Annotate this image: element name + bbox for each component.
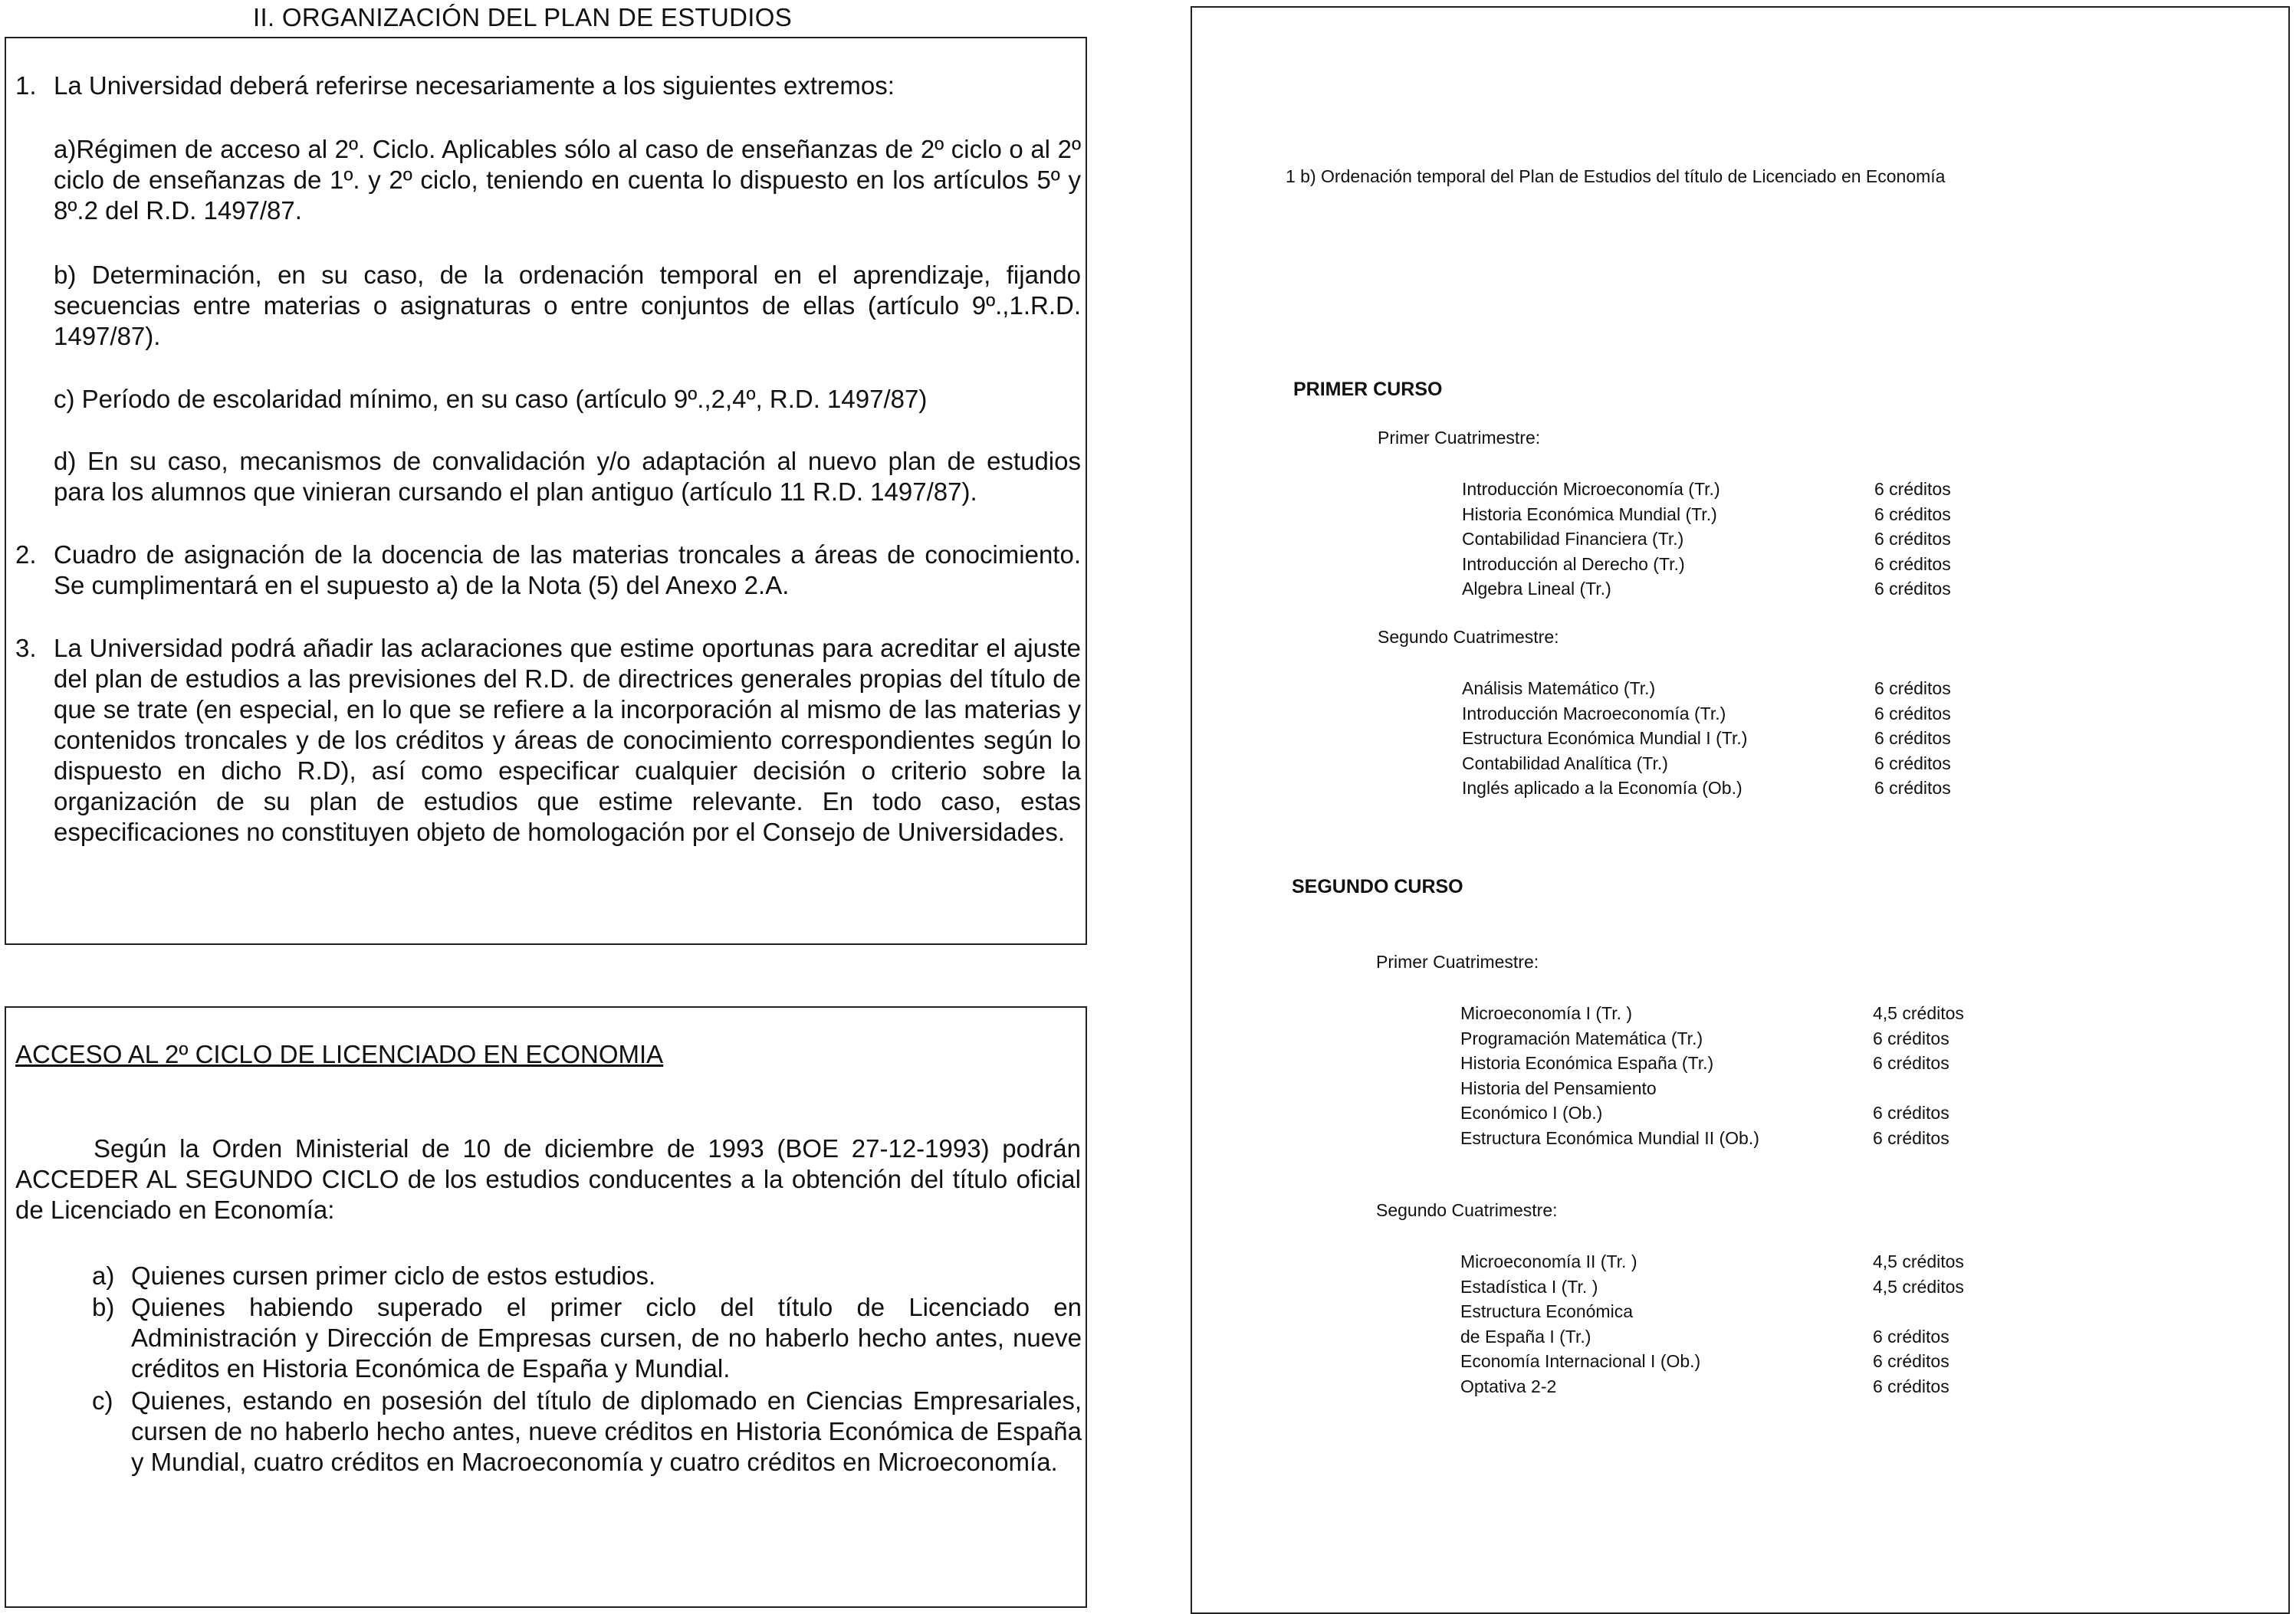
subject-list <box>1460 1249 2227 1399</box>
subject-row <box>1460 1026 2227 1051</box>
access-list-item: Quienes habiendo superado el primer ciclo del título de Licenciado en Administración y Dirección de Empresas cursen, de no haberlo hecho antes, nueve créditos en Historia Económica de España y Mundial. <box>131 1293 1082 1383</box>
subject-row <box>1462 576 2229 602</box>
semester-label: Primer Cuatrimestre: <box>1376 952 1539 972</box>
subject-credits: 6 créditos <box>1874 728 1951 748</box>
subject-row <box>1462 527 2229 552</box>
subject-credits: 6 créditos <box>1874 553 1951 574</box>
access-intro: Según la Orden Ministerial de 10 de diciembre de 1993 (BOE 27-12-1993) podrán ACCEDER AL SEGUNDO CICLO de los estudios conducentes a la obtención del título oficial de Licenciado en Economía: <box>15 1134 1081 1224</box>
subject-row <box>1460 1249 2227 1274</box>
subject-credits: 6 créditos <box>1874 529 1951 549</box>
subject-row <box>1460 1299 2227 1324</box>
subject-row <box>1462 701 2229 727</box>
course-heading: SEGUNDO CURSO <box>1292 876 1463 897</box>
subject-name: Introducción al Derecho (Tr.) <box>1462 553 1685 574</box>
subject-credits: 6 créditos <box>1874 703 1951 723</box>
subject-row <box>1462 676 2229 701</box>
semester-label: Segundo Cuatrimestre: <box>1376 1200 1558 1220</box>
subject-credits: 4,5 créditos <box>1873 1252 1964 1271</box>
subject-row <box>1462 477 2229 502</box>
subject-row <box>1460 1324 2227 1350</box>
subject-name: Análisis Matemático (Tr.) <box>1462 678 1656 698</box>
subject-name: Historia Económica España (Tr.) <box>1460 1053 1714 1073</box>
access-list-item: Quienes, estando en posesión del título de diplomado en Ciencias Empresariales, cursen de no haberlo hecho antes, nueve créditos en Historia Económica de España y Mundial, cuatro créditos en Macroeconomía y cuatro créditos en Microeconomía. <box>131 1386 1082 1476</box>
subject-row <box>1460 1076 2227 1101</box>
subject-list <box>1460 1001 2227 1150</box>
subject-credits: 6 créditos <box>1873 1326 1949 1347</box>
semester-label: Primer Cuatrimestre: <box>1378 428 1541 448</box>
subject-name: Optativa 2-2 <box>1460 1376 1557 1396</box>
subject-row <box>1460 1051 2227 1076</box>
subject-row <box>1460 1374 2227 1399</box>
subject-credits: 6 créditos <box>1873 1103 1949 1123</box>
access-title: ACCESO AL 2º CICLO DE LICENCIADO EN ECONOMIA <box>15 1040 664 1068</box>
subject-credits: 6 créditos <box>1873 1351 1949 1371</box>
subject-credits: 6 créditos <box>1874 678 1951 698</box>
access-list-marker: c) <box>92 1386 113 1415</box>
section-heading: II. ORGANIZACIÓN DEL PLAN DE ESTUDIOS <box>253 3 793 31</box>
subject-list <box>1462 676 2229 801</box>
subject-credits: 6 créditos <box>1874 753 1951 773</box>
subject-row <box>1460 1349 2227 1374</box>
subject-credits: 6 créditos <box>1873 1376 1949 1396</box>
item-1b-text: b) Determinación, en su caso, de la ordenación temporal en el aprendizaje, fijando secuencias entre materias o asignaturas o entre conjuntos de ellas (artículo 9º.,1.R.D. 1497/87). <box>54 261 1081 350</box>
subject-credits: 6 créditos <box>1874 778 1951 798</box>
subject-row <box>1460 1274 2227 1300</box>
subject-credits: 4,5 créditos <box>1873 1276 1964 1297</box>
subject-name: Contabilidad Analítica (Tr.) <box>1462 753 1668 773</box>
semester-label: Segundo Cuatrimestre: <box>1378 627 1559 647</box>
item-3-number: 3. <box>15 634 37 662</box>
item-3-text: La Universidad podrá añadir las aclaraciones que estime oportunas para acreditar el ajuste del plan de estudios a las previsiones del R.D. de directrices generales propias del título de que se trate (en especial, en lo que se refiere a la incorporación al mismo de las materias y contenidos troncales y de los créditos y áreas de conocimiento correspondientes según lo dispuesto en dicho R.D), así como especificar cualquier decisión o criterio sobre la organización de su plan de estudios que estime relevante. En todo caso, estas especificaciones no constituyen objeto de homologación por el Consejo de Universidades. <box>54 634 1081 846</box>
subject-credits: 4,5 créditos <box>1873 1003 1964 1023</box>
subject-credits: 6 créditos <box>1874 504 1951 524</box>
course-heading: PRIMER CURSO <box>1293 379 1443 400</box>
subject-row <box>1460 1101 2227 1126</box>
organization-box <box>5 37 1087 945</box>
subject-name: Microeconomía I (Tr. ) <box>1460 1003 1633 1023</box>
subject-credits: 6 créditos <box>1874 579 1951 599</box>
subject-name: Historia del Pensamiento <box>1460 1078 1657 1098</box>
subject-row <box>1460 1126 2227 1151</box>
subject-name: Historia Económica Mundial (Tr.) <box>1462 504 1717 524</box>
subject-name: Introducción Macroeconomía (Tr.) <box>1462 703 1726 723</box>
subject-list <box>1462 477 2229 602</box>
subject-credits: 6 créditos <box>1874 479 1951 499</box>
subject-name: Económico I (Ob.) <box>1460 1103 1603 1123</box>
subject-name: Programación Matemática (Tr.) <box>1460 1028 1703 1048</box>
subject-name: Estadística I (Tr. ) <box>1460 1276 1598 1297</box>
subject-name: Estructura Económica Mundial I (Tr.) <box>1462 728 1748 748</box>
item-1-text: La Universidad deberá referirse necesariamente a los siguientes extremos: <box>54 71 895 100</box>
subject-name: Algebra Lineal (Tr.) <box>1462 579 1611 599</box>
subject-row <box>1462 726 2229 751</box>
subject-credits: 6 créditos <box>1873 1127 1949 1148</box>
access-box <box>5 1006 1087 1608</box>
subject-row <box>1462 776 2229 801</box>
access-list-marker: b) <box>92 1293 115 1321</box>
subject-row <box>1462 751 2229 776</box>
plan-title: 1 b) Ordenación temporal del Plan de Estudios del título de Licenciado en Economía <box>1286 166 1946 186</box>
subject-row <box>1462 502 2229 527</box>
access-list-marker: a) <box>92 1261 115 1290</box>
subject-name: Contabilidad Financiera (Tr.) <box>1462 529 1684 549</box>
subject-name: Introducción Microeconomía (Tr.) <box>1462 479 1720 499</box>
item-2-number: 2. <box>15 540 37 569</box>
study-plan-box <box>1191 6 2290 1614</box>
item-1c-text: c) Período de escolaridad mínimo, en su caso (artículo 9º.,2,4º, R.D. 1497/87) <box>54 385 928 413</box>
item-1d-text: d) En su caso, mecanismos de convalidación y/o adaptación al nuevo plan de estudios para los alumnos que vinieran cursando el plan antiguo (artículo 11 R.D. 1497/87). <box>54 447 1081 506</box>
item-2-text: Cuadro de asignación de la docencia de las materias troncales a áreas de conocimiento. Se cumplimentará en el supuesto a) de la Nota (5) del Anexo 2.A. <box>54 540 1081 599</box>
subject-row <box>1460 1001 2227 1026</box>
subject-credits: 6 créditos <box>1873 1028 1949 1048</box>
item-1a-text: a)Régimen de acceso al 2º. Ciclo. Aplicables sólo al caso de enseñanzas de 2º ciclo o al 2º ciclo de enseñanzas de 1º. y 2º ciclo, teniendo en cuenta lo dispuesto en los artículos 5º y 8º.2 del R.D. 1497/87. <box>54 135 1081 225</box>
access-list-item: Quienes cursen primer ciclo de estos estudios. <box>131 1261 656 1290</box>
subject-name: Estructura Económica Mundial II (Ob.) <box>1460 1127 1759 1148</box>
subject-name: Inglés aplicado a la Economía (Ob.) <box>1462 778 1743 798</box>
item-1-number: 1. <box>15 71 37 100</box>
subject-name: de España I (Tr.) <box>1460 1326 1591 1347</box>
subject-name: Microeconomía II (Tr. ) <box>1460 1252 1637 1271</box>
subject-name: Estructura Económica <box>1460 1301 1633 1321</box>
subject-row <box>1462 552 2229 577</box>
subject-name: Economía Internacional I (Ob.) <box>1460 1351 1701 1371</box>
subject-credits: 6 créditos <box>1873 1053 1949 1073</box>
